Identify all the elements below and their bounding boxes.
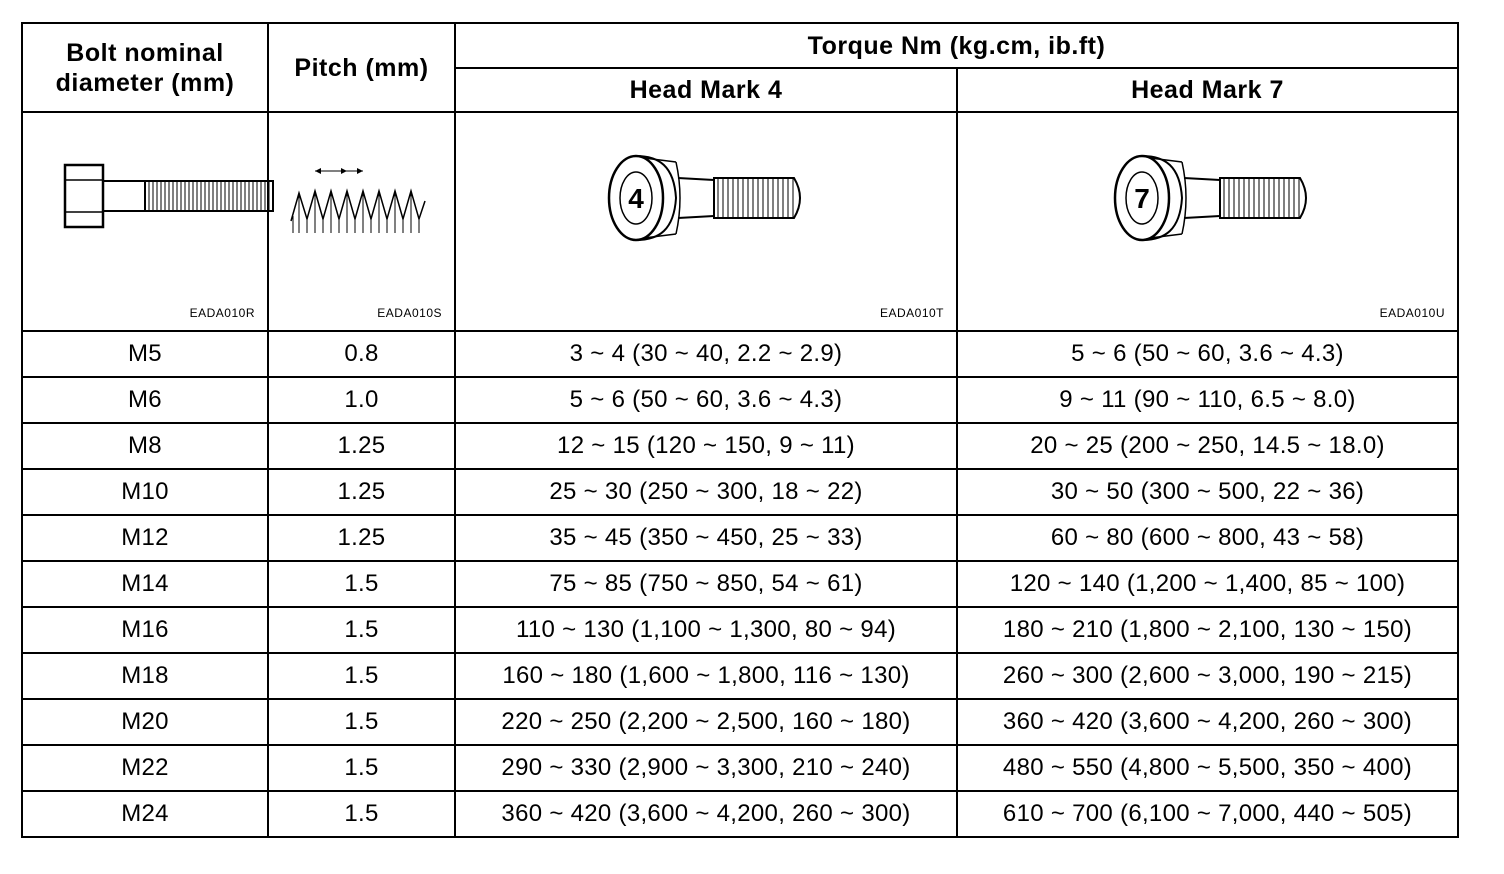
cell-size: M10 [22, 469, 268, 515]
header-pitch-label: Pitch (mm) [294, 53, 429, 82]
table-row [22, 699, 1458, 745]
head-mark-4-illustration-cell [455, 112, 957, 331]
cell-size: M24 [22, 791, 268, 837]
cell-pitch: 1.5 [268, 561, 455, 607]
table-row [22, 515, 1458, 561]
table-row [22, 423, 1458, 469]
cell-head-mark-7: 360 ~ 420 (3,600 ~ 4,200, 260 ~ 300) [957, 699, 1458, 745]
head-mark-7-illustration-cell [957, 112, 1458, 331]
cell-head-mark-4: 75 ~ 85 (750 ~ 850, 54 ~ 61) [455, 561, 957, 607]
cell-head-mark-7: 610 ~ 700 (6,100 ~ 7,000, 440 ~ 505) [957, 791, 1458, 837]
cell-head-mark-7: 30 ~ 50 (300 ~ 500, 22 ~ 36) [957, 469, 1458, 515]
cell-size: M18 [22, 653, 268, 699]
cell-head-mark-7: 480 ~ 550 (4,800 ~ 5,500, 350 ~ 400) [957, 745, 1458, 791]
cell-pitch: 1.25 [268, 423, 455, 469]
cell-head-mark-4: 360 ~ 420 (3,600 ~ 4,200, 260 ~ 300) [455, 791, 957, 837]
header-head-mark-7-label: Head Mark 7 [1131, 76, 1284, 104]
head-mark-7-image-code: EADA010U [1379, 306, 1445, 320]
header-head-mark-4-label: Head Mark 4 [629, 76, 783, 104]
cell-size: M20 [22, 699, 268, 745]
cell-head-mark-7: 9 ~ 11 (90 ~ 110, 6.5 ~ 8.0) [957, 377, 1458, 423]
bolt-head-mark-4-icon [604, 148, 824, 248]
cell-head-mark-7: 120 ~ 140 (1,200 ~ 1,400, 85 ~ 100) [957, 561, 1458, 607]
cell-pitch: 1.25 [268, 469, 455, 515]
header-pitch [268, 23, 455, 112]
header-head-mark-4 [455, 68, 957, 112]
illustration-row [22, 112, 1458, 331]
cell-size: M5 [22, 331, 268, 377]
pitch-image-code: EADA010S [377, 306, 442, 320]
header-torque-label: Torque Nm (kg.cm, ib.ft) [807, 31, 1106, 60]
cell-head-mark-7: 5 ~ 6 (50 ~ 60, 3.6 ~ 4.3) [957, 331, 1458, 377]
header-head-mark-7 [957, 68, 1458, 112]
cell-head-mark-4: 12 ~ 15 (120 ~ 150, 9 ~ 11) [455, 423, 957, 469]
cell-pitch: 1.5 [268, 607, 455, 653]
table-row [22, 331, 1458, 377]
cell-head-mark-7: 180 ~ 210 (1,800 ~ 2,100, 130 ~ 150) [957, 607, 1458, 653]
table-row [22, 745, 1458, 791]
head-mark-4-image-code: EADA010T [879, 306, 944, 320]
table-row [22, 653, 1458, 699]
table-row [22, 469, 1458, 515]
cell-head-mark-4: 3 ~ 4 (30 ~ 40, 2.2 ~ 2.9) [455, 331, 957, 377]
cell-pitch: 1.5 [268, 791, 455, 837]
table-row [22, 791, 1458, 837]
cell-pitch: 0.8 [268, 331, 455, 377]
bolt-side-view-icon [61, 153, 291, 243]
cell-head-mark-4: 25 ~ 30 (250 ~ 300, 18 ~ 22) [455, 469, 957, 515]
header-row-top [22, 23, 1458, 68]
head-mark-7-digit: 7 [1134, 183, 1150, 214]
cell-pitch: 1.5 [268, 653, 455, 699]
torque-spec-table [21, 22, 1459, 838]
cell-head-mark-4: 110 ~ 130 (1,100 ~ 1,300, 80 ~ 94) [455, 607, 957, 653]
table-row [22, 607, 1458, 653]
cell-head-mark-4: 5 ~ 6 (50 ~ 60, 3.6 ~ 4.3) [455, 377, 957, 423]
cell-head-mark-4: 220 ~ 250 (2,200 ~ 2,500, 160 ~ 180) [455, 699, 957, 745]
bolt-head-mark-7-icon [1110, 148, 1330, 248]
header-diameter [22, 23, 268, 112]
cell-size: M8 [22, 423, 268, 469]
diameter-image-code: EADA010R [189, 306, 255, 320]
cell-pitch: 1.0 [268, 377, 455, 423]
header-torque [455, 23, 1458, 68]
cell-pitch: 1.5 [268, 699, 455, 745]
cell-size: M22 [22, 745, 268, 791]
cell-head-mark-4: 160 ~ 180 (1,600 ~ 1,800, 116 ~ 130) [455, 653, 957, 699]
cell-head-mark-7: 20 ~ 25 (200 ~ 250, 14.5 ~ 18.0) [957, 423, 1458, 469]
cell-head-mark-4: 35 ~ 45 (350 ~ 450, 25 ~ 33) [455, 515, 957, 561]
cell-pitch: 1.25 [268, 515, 455, 561]
table-row [22, 377, 1458, 423]
cell-size: M6 [22, 377, 268, 423]
cell-size: M14 [22, 561, 268, 607]
cell-head-mark-4: 290 ~ 330 (2,900 ~ 3,300, 210 ~ 240) [455, 745, 957, 791]
thread-pitch-icon [287, 161, 437, 251]
pitch-illustration-cell [268, 112, 455, 331]
cell-size: M12 [22, 515, 268, 561]
cell-size: M16 [22, 607, 268, 653]
cell-head-mark-7: 60 ~ 80 (600 ~ 800, 43 ~ 58) [957, 515, 1458, 561]
header-diameter-label: Bolt nominal diameter (mm) [55, 38, 235, 97]
cell-head-mark-7: 260 ~ 300 (2,600 ~ 3,000, 190 ~ 215) [957, 653, 1458, 699]
head-mark-4-digit: 4 [628, 183, 644, 214]
diameter-illustration-cell [22, 112, 268, 331]
table-row [22, 561, 1458, 607]
cell-pitch: 1.5 [268, 745, 455, 791]
